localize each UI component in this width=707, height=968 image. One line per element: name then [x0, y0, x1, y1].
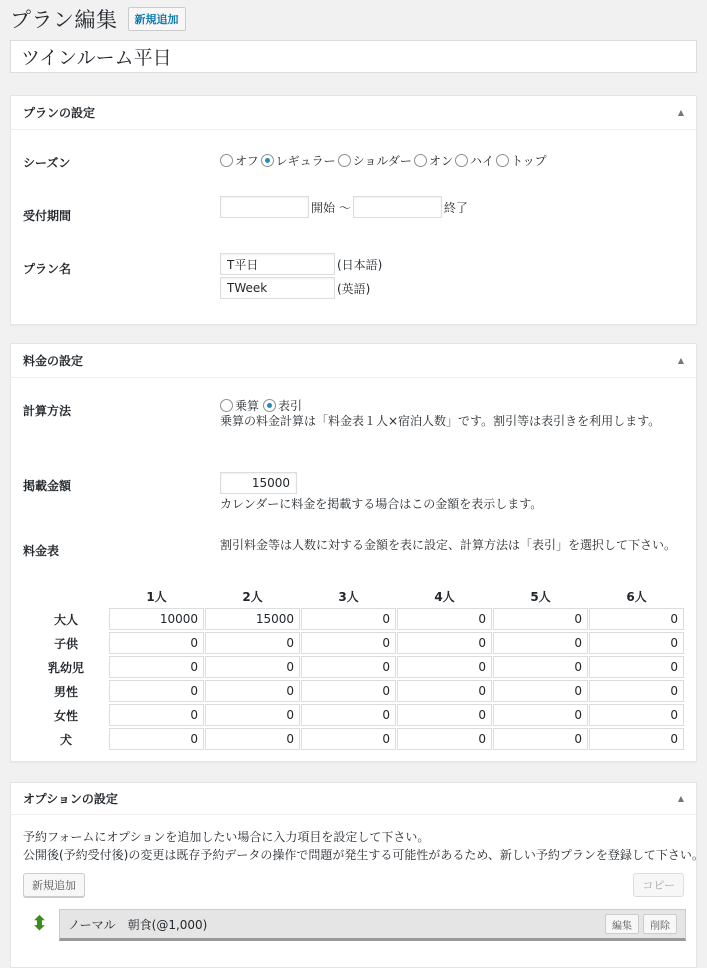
- table-cell: [109, 656, 204, 678]
- fee-cell-input[interactable]: [397, 632, 492, 654]
- option-item: [59, 909, 686, 941]
- fee-table-note: 割引料金等は人数に対する金額を表に設定、計算方法は「表引」を選択して下さい。: [220, 538, 677, 552]
- plan-name-en-suffix: (英語): [337, 281, 371, 296]
- table-cell: [109, 680, 204, 702]
- option-item-buttons: [605, 914, 677, 934]
- plan-title-input[interactable]: [10, 40, 697, 73]
- season-option-label: オン: [428, 154, 453, 168]
- price-input[interactable]: [220, 472, 297, 494]
- fee-table-label: 料金表: [23, 544, 60, 558]
- column-header: 2人: [242, 589, 263, 604]
- table-cell: [109, 632, 204, 654]
- page-title: プラン編集: [10, 8, 118, 32]
- fee-settings-panel: [10, 343, 697, 762]
- row-header: 乳幼児: [47, 660, 84, 675]
- table-cell: [589, 704, 684, 726]
- period-end-text: 終了: [443, 200, 468, 215]
- fee-cell-input[interactable]: [109, 728, 204, 750]
- table-cell: [397, 704, 492, 726]
- fee-cell-input[interactable]: [493, 704, 588, 726]
- calc-radio[interactable]: [220, 399, 233, 412]
- period-label: 受付期間: [23, 209, 72, 223]
- table-cell: [301, 656, 396, 678]
- fee-cell-input[interactable]: [205, 608, 300, 630]
- season-option[interactable]: [261, 152, 336, 169]
- table-cell: [109, 728, 204, 750]
- table-row: [24, 632, 684, 654]
- fee-cell-input[interactable]: [397, 656, 492, 678]
- fee-cell-input[interactable]: [397, 728, 492, 750]
- row-header: 犬: [59, 732, 72, 747]
- table-row: [24, 704, 684, 726]
- calc-option[interactable]: [263, 397, 302, 414]
- column-header: 1人: [146, 589, 167, 604]
- table-cell: [205, 680, 300, 702]
- table-cell: [301, 728, 396, 750]
- fee-cell-input[interactable]: [301, 608, 396, 630]
- table-cell: [493, 656, 588, 678]
- fee-cell-input[interactable]: [589, 680, 684, 702]
- fee-cell-input[interactable]: [205, 728, 300, 750]
- fee-cell-input[interactable]: [589, 728, 684, 750]
- table-cell: [589, 632, 684, 654]
- fee-cell-input[interactable]: [109, 632, 204, 654]
- table-row: [24, 608, 684, 630]
- price-note: カレンダーに料金を掲載する場合はこの金額を表示します。: [220, 497, 543, 511]
- add-new-button[interactable]: 新規追加: [128, 7, 186, 31]
- plan-name-label: プラン名: [23, 262, 72, 276]
- fee-cell-input[interactable]: [493, 608, 588, 630]
- plan-settings-panel: [10, 95, 697, 325]
- calc-option[interactable]: [220, 397, 259, 414]
- calc-radio-group: [220, 397, 306, 414]
- table-cell: [205, 704, 300, 726]
- option-note-2: 公開後(予約受付後)の変更は既存予約データの操作で問題が発生する可能性があるため、新しい予約プランを登録して下さい。: [23, 848, 704, 862]
- fee-cell-input[interactable]: [589, 704, 684, 726]
- table-cell: [589, 680, 684, 702]
- period-start-input[interactable]: [220, 196, 309, 218]
- season-radio[interactable]: [496, 154, 509, 167]
- period-row: [220, 196, 468, 218]
- column-header: 3人: [338, 589, 359, 604]
- calc-option-label: 表引: [278, 399, 303, 413]
- fee-cell-input[interactable]: [397, 704, 492, 726]
- plan-name-ja-suffix: (日本語): [337, 257, 383, 272]
- table-cell: [397, 632, 492, 654]
- plan-name-ja-row: [220, 253, 382, 275]
- column-header: 5人: [530, 589, 551, 604]
- plan-name-ja-input[interactable]: [220, 253, 335, 275]
- fee-cell-input[interactable]: [109, 656, 204, 678]
- plan-name-en-input[interactable]: [220, 277, 335, 299]
- table-cell: [493, 728, 588, 750]
- season-radio[interactable]: [261, 154, 274, 167]
- option-settings-header[interactable]: [11, 783, 696, 815]
- collapse-arrow-icon[interactable]: ▲: [677, 794, 684, 803]
- fee-settings-header[interactable]: [11, 344, 696, 378]
- table-cell: [493, 632, 588, 654]
- fee-cell-input[interactable]: [589, 656, 684, 678]
- season-radio[interactable]: [455, 154, 468, 167]
- row-header: 大人: [53, 612, 78, 627]
- season-option[interactable]: [414, 152, 453, 169]
- season-option[interactable]: [338, 152, 412, 169]
- season-radio[interactable]: [414, 154, 427, 167]
- option-item-label: ノーマル 朝食(@1,000): [68, 917, 208, 932]
- fee-cell-input[interactable]: [109, 608, 204, 630]
- fee-cell-input[interactable]: [205, 680, 300, 702]
- copy-button[interactable]: コピー: [633, 873, 684, 897]
- fee-cell-input[interactable]: [301, 680, 396, 702]
- fee-cell-input[interactable]: [589, 608, 684, 630]
- table-cell: [493, 704, 588, 726]
- calc-note: 乗算の料金計算は「料金表１人×宿泊人数」です。割引等は表引きを利用します。: [220, 414, 661, 428]
- season-option-label: オフ: [235, 154, 259, 168]
- fee-cell-input[interactable]: [205, 656, 300, 678]
- drag-handle-icon[interactable]: ⬍: [31, 911, 48, 935]
- table-cell: [397, 608, 492, 630]
- fee-cell-input[interactable]: [301, 704, 396, 726]
- fee-cell-input[interactable]: [109, 704, 204, 726]
- season-option-label: トップ: [510, 154, 547, 168]
- option-add-new-button[interactable]: 新規追加: [23, 873, 85, 897]
- table-cell: [301, 632, 396, 654]
- table-cell: [301, 608, 396, 630]
- season-radio[interactable]: [338, 154, 351, 167]
- season-radio[interactable]: [220, 154, 233, 167]
- table-cell: [301, 680, 396, 702]
- fee-cell-input[interactable]: [493, 728, 588, 750]
- table-cell: [493, 680, 588, 702]
- panel-title: オプションの設定: [23, 792, 118, 806]
- table-cell: [205, 608, 300, 630]
- collapse-arrow-icon[interactable]: ▲: [677, 108, 684, 117]
- page-header: [10, 0, 697, 38]
- table-row: [24, 728, 684, 750]
- plan-settings-header[interactable]: [11, 96, 696, 130]
- season-option[interactable]: [220, 152, 259, 169]
- fee-cell-input[interactable]: [397, 608, 492, 630]
- option-settings-panel: [10, 782, 704, 968]
- table-cell: [589, 728, 684, 750]
- table-cell: [205, 656, 300, 678]
- season-option[interactable]: [455, 152, 494, 169]
- table-cell: [397, 680, 492, 702]
- fee-cell-input[interactable]: [493, 680, 588, 702]
- table-cell: [301, 704, 396, 726]
- option-note-1: 予約フォームにオプションを追加したい場合に入力項目を設定して下さい。: [23, 830, 430, 844]
- fee-cell-input[interactable]: [205, 632, 300, 654]
- table-corner: [24, 586, 108, 606]
- table-cell: [397, 728, 492, 750]
- table-cell: [589, 656, 684, 678]
- season-option-label: ショルダー: [352, 154, 412, 168]
- table-cell: [205, 632, 300, 654]
- season-option-label: ハイ: [469, 154, 494, 168]
- column-header: 6人: [626, 589, 647, 604]
- edit-option-button[interactable]: 編集: [605, 914, 639, 934]
- season-option-label: レギュラー: [275, 154, 336, 168]
- calc-radio[interactable]: [263, 399, 276, 412]
- table-cell: [205, 728, 300, 750]
- table-cell: [397, 656, 492, 678]
- fee-cell-input[interactable]: [301, 656, 396, 678]
- fee-cell-input[interactable]: [301, 632, 396, 654]
- price-label: 掲載金額: [23, 479, 72, 493]
- season-label: シーズン: [23, 156, 71, 170]
- table-cell: [109, 704, 204, 726]
- calc-method-label: 計算方法: [23, 404, 72, 418]
- fee-cell-input[interactable]: [493, 656, 588, 678]
- row-header: 子供: [53, 636, 78, 651]
- plan-name-en-row: [220, 277, 370, 299]
- calc-option-label: 乗算: [235, 399, 260, 413]
- table-cell: [589, 608, 684, 630]
- table-row: [24, 656, 684, 678]
- delete-option-button[interactable]: 削除: [643, 914, 677, 934]
- fee-cell-input[interactable]: [493, 632, 588, 654]
- panel-title: 料金の設定: [23, 354, 84, 368]
- row-header: 男性: [53, 684, 78, 699]
- period-start-text: 開始 〜: [311, 200, 351, 215]
- table-row: [24, 680, 684, 702]
- column-header: 4人: [434, 589, 455, 604]
- season-option[interactable]: [496, 152, 547, 169]
- table-cell: [109, 608, 204, 630]
- period-end-input[interactable]: [353, 196, 442, 218]
- panel-title: プランの設定: [23, 106, 96, 120]
- collapse-arrow-icon[interactable]: ▲: [677, 356, 684, 365]
- table-cell: [493, 608, 588, 630]
- row-header: 女性: [53, 708, 78, 723]
- fee-table: [23, 584, 685, 752]
- fee-cell-input[interactable]: [205, 704, 300, 726]
- fee-cell-input[interactable]: [301, 728, 396, 750]
- season-radio-group: [220, 152, 549, 169]
- fee-cell-input[interactable]: [589, 632, 684, 654]
- fee-cell-input[interactable]: [109, 680, 204, 702]
- fee-cell-input[interactable]: [397, 680, 492, 702]
